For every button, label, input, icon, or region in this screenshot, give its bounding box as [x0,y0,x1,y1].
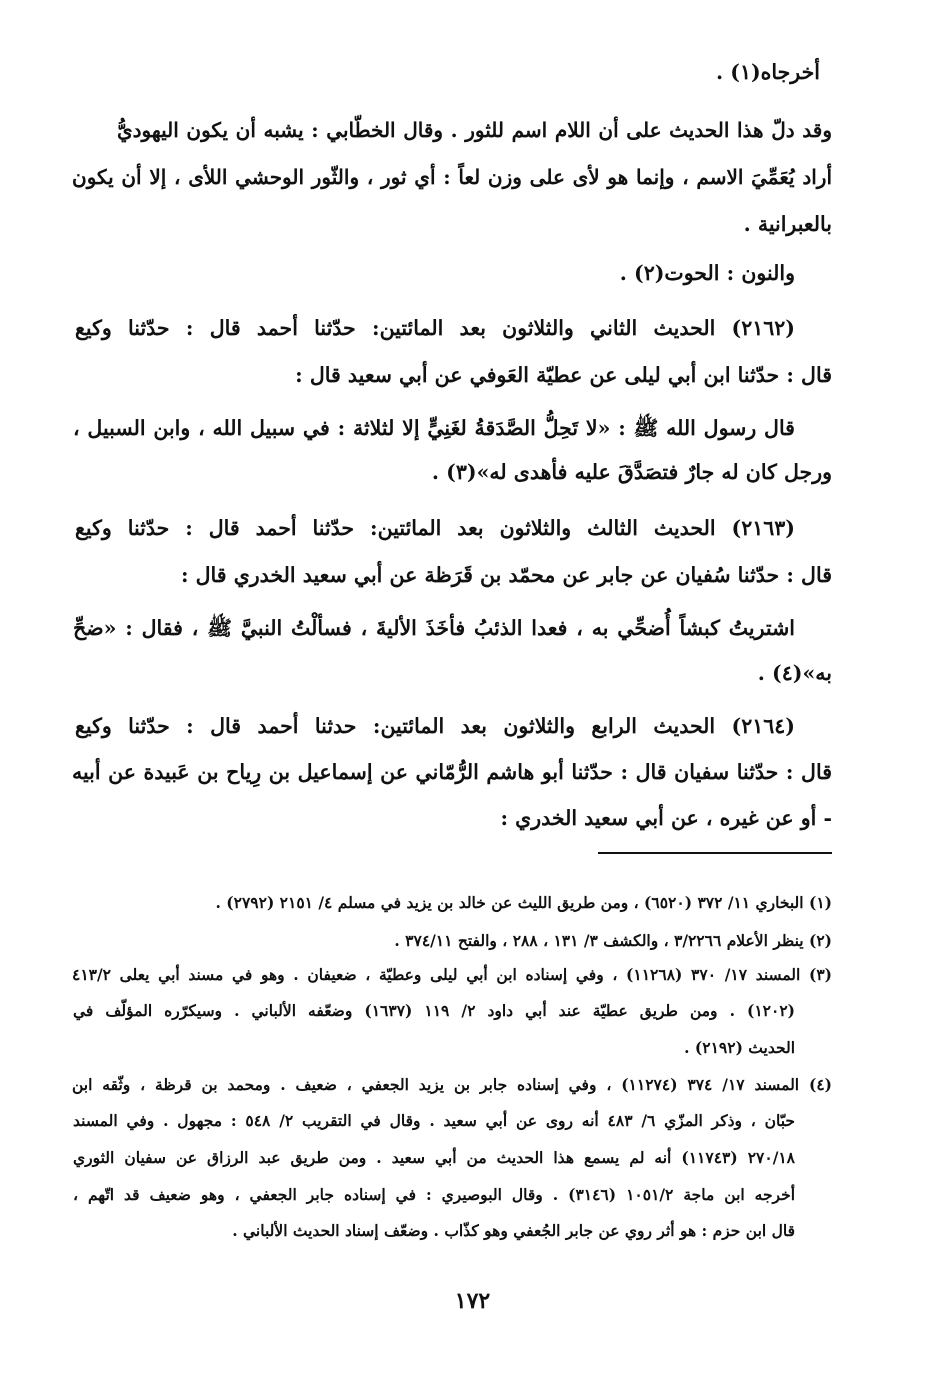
body-line: اشتريتُ كبشاً أُضحِّي به ، فعدا الذئبُ فأخَذَ الأليةَ ، فسألْتُ النبيَّ ﷺ ، فقال : «ضحِّ [73,616,795,640]
footnote: حبّان ، وذكر المزّي ٦/ ٤٨٣ أنه روى عن أبي سعيد . وقال في التقريب ٢/ ٥٤٨ : مجهول . وفي المسند [73,1111,795,1130]
body-line: قال : حدّثنا سفيان قال : حدّثنا أبو هاشم الرُّمّاني عن إسماعيل بن رِياح بن عَبيدة عن أبيه [72,760,832,784]
footnote: (١٢٠٢) . ومن طريق عطيّة عند أبي داود ٢/ ١١٩ (١٦٣٧) وضعّفه الألباني . وسيكرّره المؤلّف في [73,1001,795,1020]
hadith-heading: (٢١٦٣) الحديث الثالث والثلاثون بعد المائتين: حدّثنا أحمد قال : حدّثنا وكيع [75,516,795,540]
body-line: قال : حدّثنا سُفيان عن جابر عن محمّد بن قَرَظة عن أبي سعيد الخدري قال : [180,563,832,587]
body-line: قال رسول الله ﷺ : «لا تَحِلُّ الصَّدَقةُ لغَنِيٍّ إلا لثلاثة : في سبيل الله ، وابن السبيل ، [73,416,795,440]
hadith-heading: (٢١٦٤) الحديث الرابع والثلاثون بعد المائتين: حدثنا أحمد قال : حدّثنا وكيع [75,714,795,738]
footnote: الحديث (٢١٩٢) . [684,1038,795,1057]
footnote: (٢) ينظر الأعلام ٣/٢٢٦٦ ، والكشف ٣/ ١٣١ ، ٢٨٨ ، والفتح ٣٧٤/١١ . [394,931,832,950]
body-line: به»(٤) . [757,661,832,685]
footnote-divider [598,852,832,854]
footnote: أخرجه ابن ماجة ١٠٥١/٢ (٣١٤٦) . وقال البوصيري : في إسناده جابر الجعفي ، وهو ضعيف قد اتّهم ، [73,1185,796,1204]
footnote: (١) البخاري ١١/ ٣٧٢ (٦٥٢٠) ، ومن طريق الليث عن خالد بن يزيد في مسلم ٤/ ٢١٥١ (٢٧٩٢) . [215,893,832,912]
body-line: قال : حدّثنا ابن أبي ليلى عن عطيّة العَوفي عن أبي سعيد قال : [295,363,832,387]
page-number: ١٧٢ [454,1288,491,1314]
body-line: أخرجاه(١) . [715,60,820,84]
footnote: قال ابن حزم : هو أثر روي عن جابر الجُعفي وهو كذّاب . وضعّف إسناد الحديث الألباني . [232,1221,795,1240]
hadith-heading: (٢١٦٢) الحديث الثاني والثلاثون بعد المائتين: حدّثنا أحمد قال : حدّثنا وكيع [75,316,795,340]
body-line: والنون : الحوت(٢) . [619,261,795,285]
footnote: ٢٧٠/١٨ (١١٧٤٣) أنه لم يسمع هذا الحديث من أبي سعيد . ومن طريق عبد الرزاق عن سفيان الثوري [73,1148,796,1167]
body-line: - أو عن غيره ، عن أبي سعيد الخدري : [500,806,832,830]
footnote: (٣) المسند ١٧/ ٣٧٠ (١١٢٦٨) ، وفي إسناده ابن أبي ليلى وعطيّة ، ضعيفان . وهو في مسند أبي يعلى ٤١٣/٢ [72,965,833,984]
footnote: (٤) المسند ١٧/ ٣٧٤ (١١٢٧٤) ، وفي إسناده جابر بن يزيد الجعفي ، ضعيف . ومحمد بن قرظة ، وثّقه ابن [72,1075,832,1094]
body-line: ورجل كان له جارٌ فتصَدَّقَ عليه فأهدى له»(٣) . [431,460,832,484]
body-line: بالعبرانية . [743,212,832,236]
body-line: أراد يُعَمِّيَ الاسم ، وإنما هو لأى على وزن لعاً : أي ثور ، والثّور الوحشي اللأى ، إلا أن يكون [72,165,832,189]
body-line: وقد دلّ هذا الحديث على أن اللام اسم للثور . وقال الخطّابي : يشبه أن يكون اليهوديُّ [117,118,832,142]
